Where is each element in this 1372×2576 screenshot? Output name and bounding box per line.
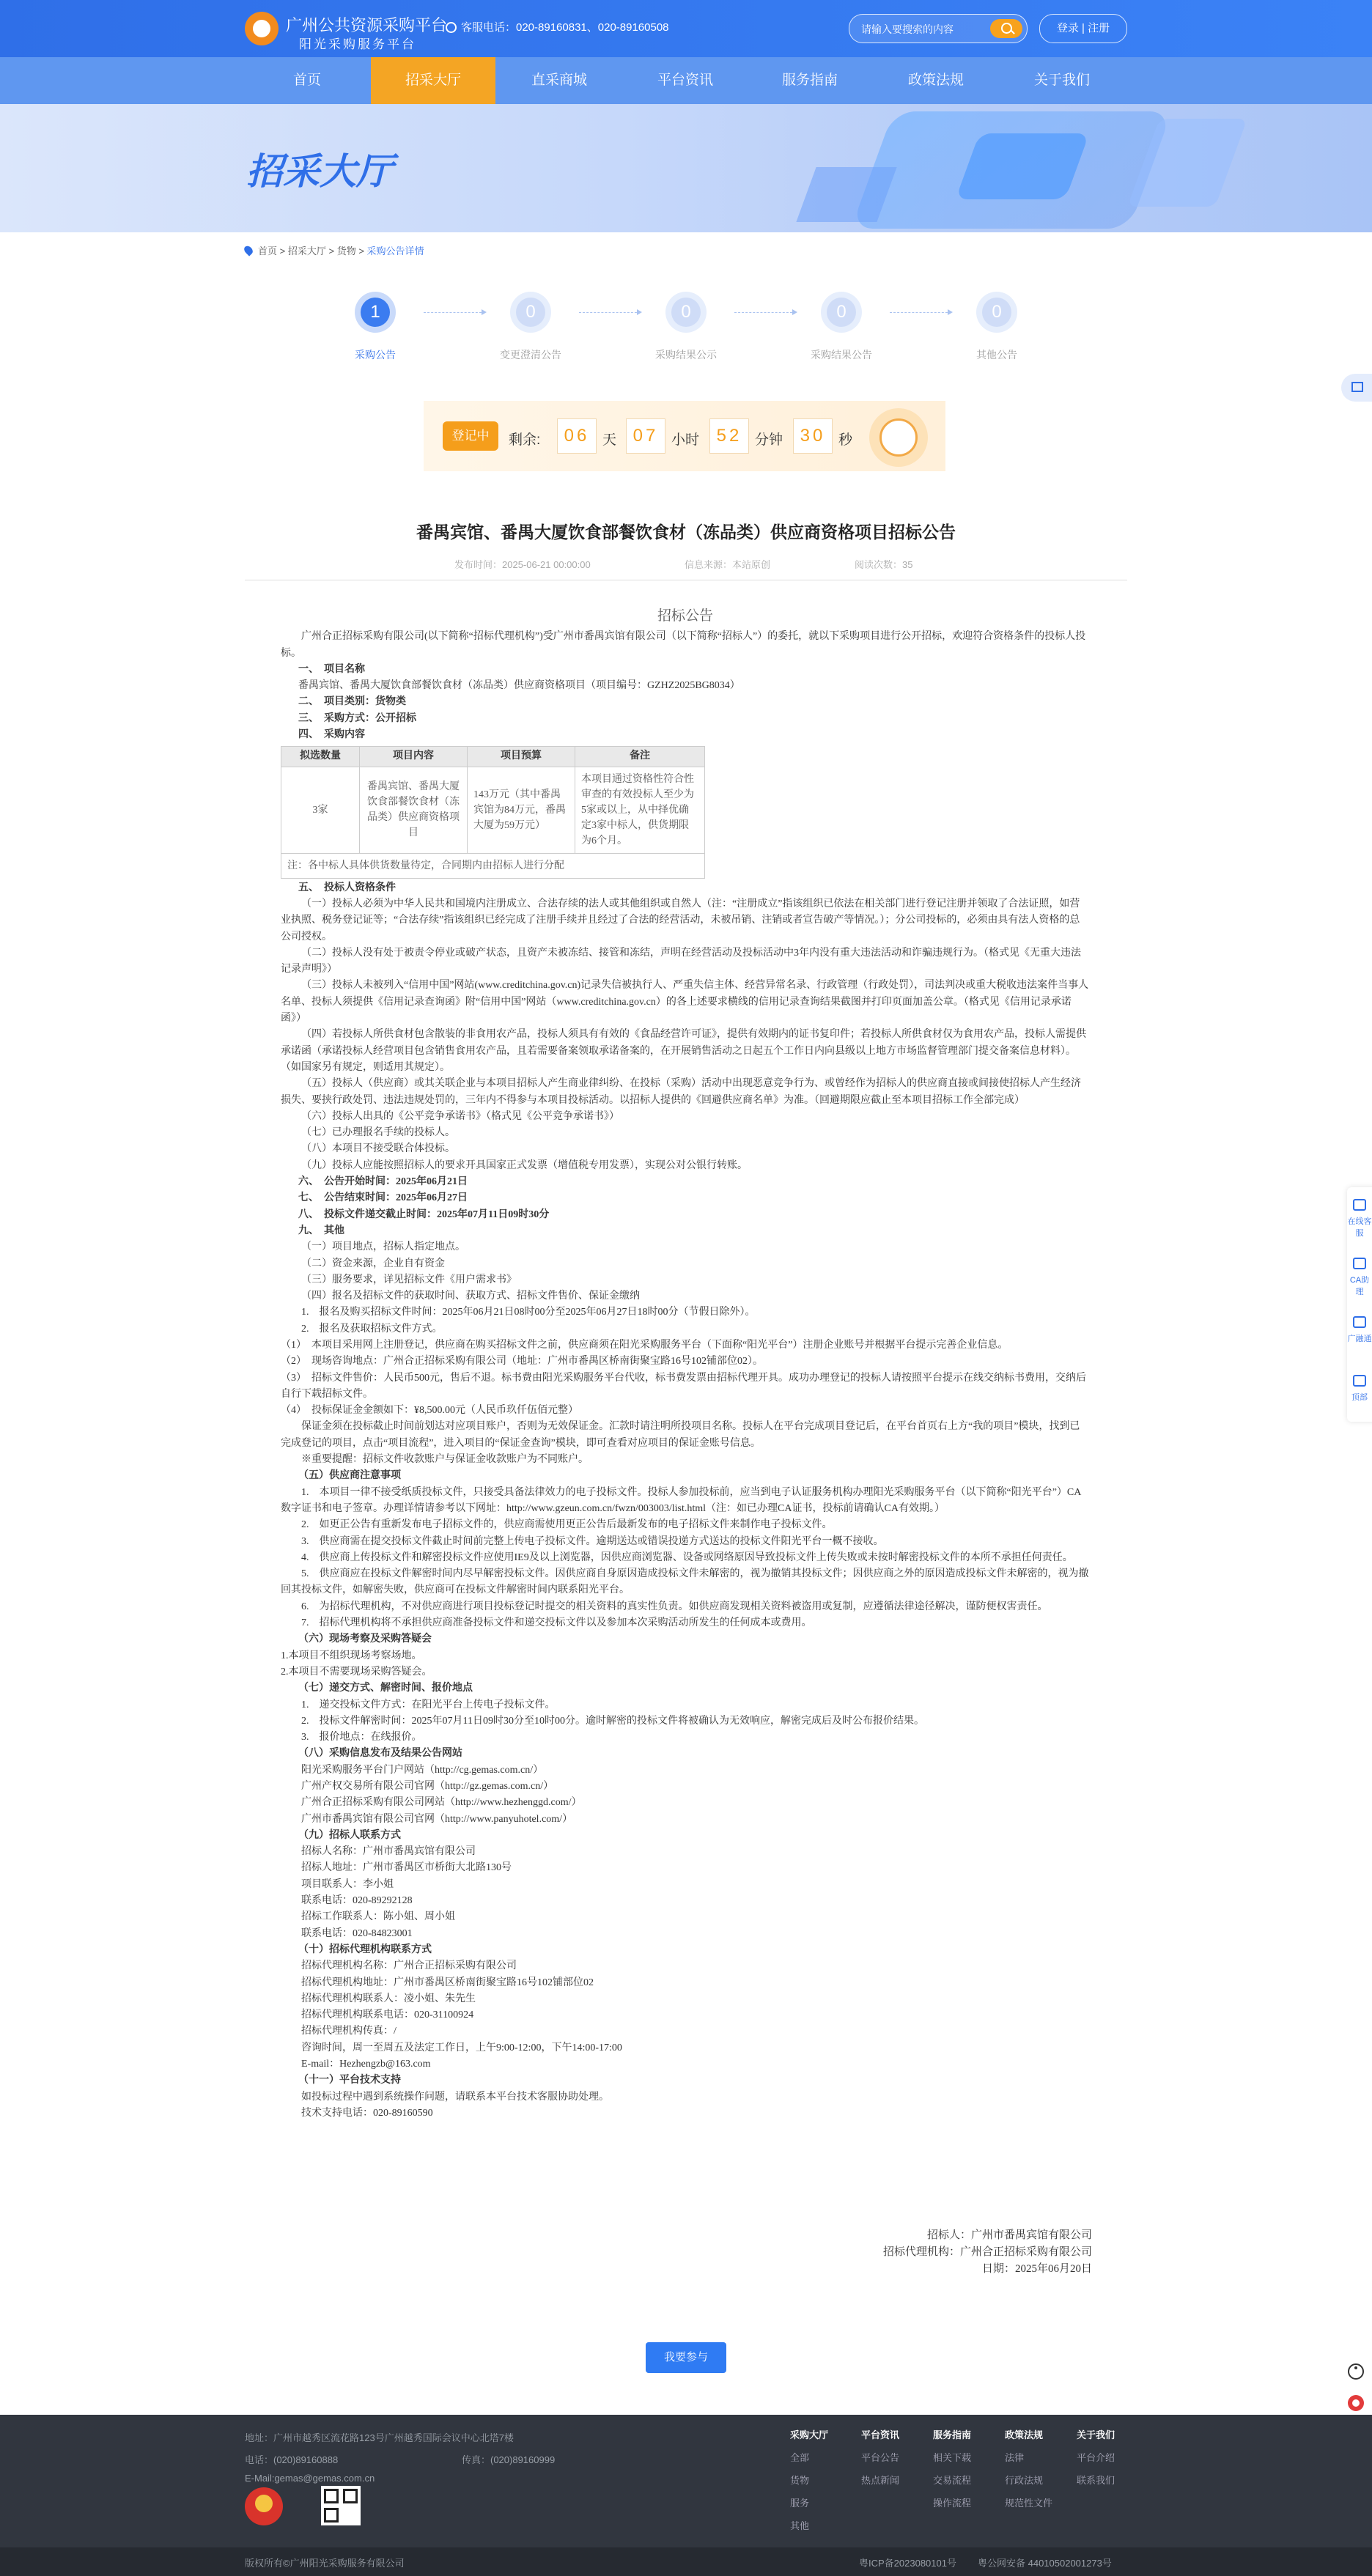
doc-paragraph: （2） 现场咨询地点：广州合正招标采购有限公司（地址：广州市番禺区桥南街聚宝路16号102铺部位02）。 [281,1356,763,1368]
doc-paragraph: 招标代理机构地址：广州市番禺区桥南街聚宝路16号102铺部位02 [301,1977,594,1988]
footer-col-heading: 服务指南 [933,2429,972,2440]
footer [0,2415,1372,2547]
doc-paragraph: 1.本项目不组织现场考察场地。 [281,1650,422,1661]
countdown-prefix: 剩余: [509,432,541,448]
doc-section-heading: （七）递交方式、解密时间、报价地点 [298,1683,473,1694]
doc-paragraph: 招标人地址：广州市番禺区市桥街大北路130号 [301,1862,512,1874]
countdown-panel [424,401,945,471]
nav-service-guide[interactable]: 服务指南 [781,73,838,88]
table-cell: 3家 [281,767,360,853]
doc-section-heading: （九）招标人联系方式 [298,1829,401,1841]
step-change-notice[interactable] [479,292,582,362]
step-arrow-icon [890,312,951,313]
doc-paragraph: （二）投标人没有处于被责令停业或破产状态，且资产未被冻结、接管和冻结，声明在经营活动及投标活动中3年内没有重大违法活动和诈骗违规行为。（格式见《无重大违法记录声明》） [281,947,1081,975]
signature-date: 日期：2025年06月20日 [981,2263,1092,2275]
table-header: 拟选数量 [281,747,360,767]
location-pin-icon [243,244,254,256]
step-count: 1 [361,298,390,327]
doc-paragraph: E-mail：Hezhengzb@163.com [301,2059,431,2070]
brand-subtitle: 阳光采购服务平台 [299,37,416,51]
view-count: 阅读次数：35 [855,559,913,570]
breadcrumb: 首页 > 招采大厅 > 货物 > 采购公告详情 [245,243,424,257]
step-label: 采购结果公告 [811,349,872,361]
nav-direct-mall[interactable]: 直采商城 [531,73,587,88]
doc-paragraph: （一）项目地点，招标人指定地点。 [301,1241,465,1253]
doc-paragraph: 招标代理机构联系电话：020-31100924 [301,2009,474,2021]
table-cell: 143万元（其中番禺宾馆为84万元，番禺大厦为59万元） [468,767,575,853]
footer-col-policy [1005,2424,1052,2514]
crumb-hall[interactable]: 招采大厅 [287,246,326,257]
footer-bottom-bar [0,2547,1372,2576]
doc-paragraph: （三）服务要求，详见招标文件《用户需求书》 [301,1274,517,1285]
ca-assistant-button[interactable] [1347,1258,1372,1297]
doc-paragraph: （四）若投标人所供食材包含散装的非食用农产品，投标人须具有有效的《食品经营许可证》，提供有效期内的证书复印件；若投标人所供食材仅为食用农产品，投标人需提供承诺函（承诺投标人经营项目包含销售食用农产品，且若需要备案领取承诺备案的，在开展销售活动之日起五个工作日内向县级以上地方市场监督管理部门提交备案信息材料）。（如国家另有规定，则适用其规定）。 [281,1029,1086,1073]
nav-policy[interactable]: 政策法规 [907,73,964,88]
nav-home[interactable]: 首页 [292,73,321,88]
doc-section-heading: （十一）平台技术支持 [298,2075,401,2086]
main-nav [0,57,1372,104]
doc-paragraph: 2. 如更正公告有重新发布电子招标文件的，供应商需使用更正公告后最新发布的电子招标文件来制作电子投标文件。 [301,1519,833,1531]
doc-paragraph: 如投标过程中遇到系统操作问题，请联系本平台技术客服协助处理。 [301,2091,609,2103]
doc-paragraph: 4. 供应商上传投标文件和解密投标文件应使用IE9及以上浏览器，因供应商浏览器、设备或网络原因导致投标文件上传失败或未按时解密投标文件的本所不承担任何责任。 [301,1551,1073,1563]
doc-paragraph: ※重要提醒：招标文件收款账户与保证金收款账户为不同账户。 [301,1454,589,1466]
table-note: 注：各中标人具体供货数量待定，合同期内由招标人进行分配 [281,853,705,878]
side-label: 广融通 [1347,1335,1372,1343]
doc-section-heading: （五）供应商注意事项 [298,1470,401,1482]
doc-paragraph: （六）投标人出具的《公平竞争承诺书》（格式见《公平竞争承诺书》） [301,1110,619,1122]
doc-paragraph: （九）投标人应能按照招标人的要求开具国家正式发票（增值税专用发票），实现公对公银行转账。 [301,1159,748,1171]
doc-paragraph: 6. 为招标代理机构，不对供应商进行项目投标登记时提交的相关资料的真实性负责。如供应商发现相关资料被盗用或复制，应遵循法律途径解决，谨防便权害责任。 [301,1601,1048,1612]
doc-paragraph: 番禺宾馆、番禺大厦饮食部餐饮食材（冻品类）供应商资格项目（项目编号：GZHZ2025BG8034） [298,680,740,692]
doc-paragraph: （3） 招标文件售价：人民币500元，售后不退。标书费由阳光采购服务平台代收，标书费发票由招标代理开具。成功办理登记的投标人请按照平台提示在线交纳标书费用，交纳后自行下载招标文件。 [281,1372,1086,1400]
publish-time: 发布时间：2025-06-21 00:00:00 [454,559,591,570]
top-header [0,0,1372,57]
doc-paragraph: 招标工作联系人：陈小姐、周小姐 [301,1911,455,1923]
table-cell: 本项目通过资格性符合性审查的有效投标人至少为5家或以上，从中择优确定3家中标人，供货期限为6个月。 [575,767,705,853]
doc-paragraph: 1. 报名及购买招标文件时间：2025年06月21日08时00分至2025年06月27日18时00分（节假日除外）。 [301,1307,756,1318]
step-label: 其他公告 [976,349,1017,361]
doc-section-heading: 二、 项目类别：货物类 [298,696,406,708]
footer-link[interactable]: 联系我们 [1077,2475,1115,2486]
doc-section-heading: 四、 采购内容 [298,729,365,741]
status-badge: 登记中 [443,421,498,451]
police-record[interactable]: 粤公网安备 44010502001273号 [978,2558,1112,2569]
step-result-publicity[interactable] [635,292,737,362]
help-icon[interactable] [1346,2393,1366,2413]
doc-paragraph: 3. 供应商需在提交投标文件截止时间前完整上传电子投标文件。逾期送达或错误投递方式送达的投标文件阳光平台一概不接收。 [301,1535,884,1547]
doc-paragraph: （五）投标人（供应商）或其关联企业与本项目招标人产生商业律纠纷、在投标（采购）活动中出现恶意竞争行为、或曾经作为招标人的供应商直接或间接使招标人产生经济损失、要挟行政处罚、违法违规处罚的，三年内不得参与本项目投标活动。以招标人提供的《回避供应商名单》为准。（回避期限应截止至本项目招标工作全部完成） [281,1078,1081,1106]
footer-address: 地址：广州市越秀区流花路123号广州越秀国际会议中心北塔7楼 [245,2432,514,2443]
footer-link[interactable]: 其他 [790,2520,810,2531]
side-label: CA助理 [1349,1276,1370,1296]
step-procurement-notice[interactable] [324,292,427,362]
doc-paragraph: 联系电话：020-84823001 [301,1927,413,1939]
doc-section-heading: 一、 项目名称 [298,663,365,675]
step-label: 采购结果公示 [655,349,717,361]
phone-icon [446,22,457,33]
step-label: 采购公告 [355,349,396,361]
certificate-icon [1353,1258,1366,1269]
footer-link[interactable]: 行政法规 [1005,2475,1044,2486]
crumb-goods[interactable]: 货物 [336,246,356,257]
step-arrow-icon [424,312,485,313]
footer-link[interactable]: 规范性文件 [1005,2498,1053,2509]
doc-section-heading: 五、 投标人资格条件 [298,882,396,893]
doc-paragraph: 2.本项目不需要现场采购答疑会。 [281,1666,432,1678]
accessibility-icon[interactable] [1346,2361,1366,2382]
alarm-clock-icon [869,408,928,467]
nav-about[interactable]: 关于我们 [1033,73,1090,88]
chat-icon [1353,1199,1366,1211]
footer-link[interactable]: 热点新闻 [861,2475,900,2486]
footer-col-guide [933,2424,971,2514]
search-icon[interactable] [990,19,1022,38]
icp-record[interactable]: 粤ICP备2023080101号 [859,2558,956,2569]
signature-block [883,2227,1092,2278]
table-row [281,767,705,853]
doc-paragraph: 广州市番禺宾馆有限公司官网（http://www.panyuhotel.com/） [301,1813,573,1825]
footer-col-heading: 关于我们 [1077,2429,1115,2440]
platform-logo-icon[interactable] [245,12,279,45]
doc-paragraph: 5. 供应商应在投标文件解密时间内尽早解密投标文件。因供应商自身原因造成投标文件未解密的，视为撤销其投标文件；因供应商之外的原因造成投标文件未解密的，视为撤回其投标文件，如解密失败，供应商可在投标文件解密时间内联系阳光平台。 [281,1568,1089,1596]
footer-col-heading: 平台资讯 [861,2429,900,2440]
doc-paragraph: 2. 投标文件解密时间：2025年07月11日09时30分至10时00分。逾时解密的投标文件将被确认为无效响应，解密完成后及时公布报价结果。 [301,1715,924,1727]
doc-paragraph: 咨询时间，周一至周五及法定工作日，上午9:00-12:00，下午14:00-17:00 [301,2042,622,2053]
participate-button[interactable]: 我要参与 [646,2342,726,2373]
copyright: 版权所有©广州阳光采购服务有限公司 [245,2558,405,2569]
countdown-seconds: 30 [793,418,833,454]
banner-title: 招采大厅 [246,151,393,192]
doc-paragraph: 技术支持电话：020-89160590 [301,2107,433,2119]
step-result-notice[interactable] [790,292,893,362]
countdown-minute-unit: 分钟 [755,432,783,448]
doc-section-heading: 七、 公告结束时间：2025年06月27日 [298,1192,468,1204]
step-count: 0 [516,298,545,327]
crumb-home[interactable]: 首页 [258,246,278,257]
doc-paragraph: 广州产权交易所有限公司官网（http://gz.gemas.com.cn/） [301,1781,554,1792]
brand-name[interactable]: 广州公共资源采购平台 [286,16,448,34]
doc-paragraph: 2. 报名及获取招标文件方式。 [301,1323,443,1335]
signature-tenderer: 招标人：广州市番禺宾馆有限公司 [926,2229,1092,2241]
doc-paragraph: 招标代理机构名称：广州合正招标采购有限公司 [301,1960,517,1972]
doc-paragraph: （一）投标人必须为中华人民共和国境内注册成立、合法存续的法人或其他组织或自然人（注：“注册成立”指该组织已依法在相关部门进行登记注册并领取了合法证照，如营业执照、税务登记证等；“合法存续”指该组织已经完成了注册手续并且经过了合法的经营活动，未被吊销、注销或者宣告破产等情况。）；分公司投标的，必须由具有法人资格的总公司授权。 [281,898,1080,942]
doc-paragraph: （八）本项目不接受联合体投标。 [301,1143,455,1155]
doc-paragraph: （七）已办理报名手续的投标人。 [301,1127,455,1139]
doc-paragraph: 阳光采购服务平台门户网站（http://cg.gemas.com.cn/） [301,1764,544,1776]
step-count: 0 [827,298,856,327]
doc-section-heading: （十）招标代理机构联系方式 [298,1944,432,1955]
footer-link[interactable]: 平台介绍 [1077,2452,1115,2463]
register-link[interactable]: 注册 [1088,22,1110,34]
info-source: 信息来源：本站原创 [685,559,771,570]
nav-news[interactable]: 平台资讯 [657,73,713,88]
footer-link[interactable]: 平台公告 [861,2452,900,2463]
doc-paragraph: （二）资金来源，企业自有资金 [301,1258,445,1269]
national-emblem-icon [245,2487,283,2525]
countdown-minutes: 52 [709,418,749,454]
doc-paragraph: （1） 本项目采用网上注册登记，供应商在购买招标文件之前，供应商须在阳光采购服务平台（下面称“阳光平台”）注册企业账号并根据平台提示完善企业信息。 [281,1339,1008,1351]
hotline-text: 客服电话：020-89160831、020-89160508 [461,21,669,34]
notice-content [281,608,1090,2122]
doc-paragraph: 联系电话：020-89292128 [301,1895,413,1907]
countdown-second-unit: 秒 [838,432,853,448]
page-banner [0,104,1372,232]
footer-link[interactable]: 法律 [1005,2452,1025,2463]
footer-link[interactable]: 服务 [790,2498,810,2509]
footer-col-heading: 采购大厅 [790,2429,829,2440]
countdown-day-unit: 天 [602,432,617,448]
footer-col-heading: 政策法规 [1005,2429,1044,2440]
step-label: 变更澄清公告 [500,349,561,361]
countdown-days: 06 [557,418,597,454]
doc-section-heading: 六、 公告开始时间：2025年06月21日 [298,1176,468,1188]
doc-paragraph: 广州合正招标采购有限公司网站（http://www.hezhenggd.com/） [301,1797,582,1809]
doc-section-heading: （六）现场考察及采购答疑会 [298,1634,432,1645]
side-label: 顶部 [1351,1393,1368,1402]
page-title: 番禺宾馆、番禺大厦饮食部餐饮食材（冻品类）供应商资格项目招标公告 [416,523,956,542]
footer-col-news [861,2424,899,2492]
doc-paragraph: 招标代理机构联系人：凌小姐、朱先生 [301,1993,476,2004]
doc-paragraph: 1. 递交投标文件方式：在阳光平台上传电子投标文件。 [301,1699,556,1710]
hotline [446,19,669,34]
footer-link[interactable]: 全部 [790,2452,810,2463]
doc-heading: 招标公告 [657,608,713,624]
footer-col-hall [790,2424,828,2537]
footer-link[interactable]: 交易流程 [933,2475,972,2486]
login-link[interactable]: 登录 [1056,22,1079,34]
footer-col-about [1077,2424,1115,2492]
footer-link[interactable]: 操作流程 [933,2498,972,2509]
doc-section-heading: 九、 其他 [298,1225,344,1236]
doc-paragraph: （4） 投标保证金金额如下：¥8,500.00元（人民币玖仟伍佰元整） [281,1405,578,1417]
doc-paragraph: 招标代理机构传真：/ [301,2026,397,2037]
step-count: 0 [671,298,701,327]
floating-toolbar [1347,1187,1372,1422]
footer-tel: 电话：(020)89160888 [245,2454,339,2465]
table-header: 项目内容 [360,747,468,767]
doc-paragraph: 3. 报价地点：在线报价。 [301,1732,422,1743]
sidebar-toggle-icon[interactable] [1341,374,1372,402]
online-service-button[interactable] [1347,1199,1372,1239]
doc-paragraph: 1. 本项目一律不接受纸质投标文件，只接受具备法律效力的电子投标文件。投标人参加投标前，应当到电子认证服务机构办理阳光采购服务平台（以下简称“阳光平台”）CA数字证书和电子签章。办理详情请参考以下网址：http://www.gzeun.com.cn/fwzn/003003/list.html（注：如已办理CA证书，投标前请确认CA有效期。） [281,1486,1082,1514]
guangrongtong-button[interactable] [1347,1316,1372,1344]
doc-paragraph: 项目联系人：李小姐 [301,1878,394,1890]
table-cell: 番禺宾馆、番禺大厦饮食部餐饮食材（冻品类）供应商资格项目 [360,767,468,853]
doc-paragraph: 保证金须在投标截止时间前划达对应项目账户，否则为无效保证金。汇款时请注明所投项目名称。投标人在平台完成项目登记后，在平台首页右上方“我的项目”模块，找到已完成登记的项目，点击“项目流程”，进入项目的“保证金查询”模块，即可查看对应项目的保证金账号信息。 [281,1421,1080,1449]
table-header: 项目预算 [468,747,575,767]
step-other-notice[interactable] [945,292,1048,362]
doc-paragraph: 7. 招标代理机构将不承担供应商准备投标文件和递交投标文件以及参加本次采购活动所发生的任何成本或费用。 [301,1617,812,1629]
countdown-hours: 07 [626,418,665,454]
table-header: 备注 [575,747,705,767]
side-label: 在线客服 [1347,1217,1372,1238]
footer-link[interactable]: 相关下载 [933,2452,972,2463]
crumb-current: 采购公告详情 [366,246,424,257]
doc-paragraph: （三）投标人未被列入“信用中国”网站(www.creditchina.gov.cn)记录失信被执行人、严重失信主体、经营异常名录、行政管理（行政处罚），司法判决或重大税收违法案件当事人名单、投标人须提供《信用记录查询函》附“信用中国”网站（www.creditchina.gov.cn）的各上述要求横线的信用记录查询结果截图并打印页面加盖公章。（格式见《信用记录承诺函》） [281,980,1089,1025]
arrow-up-icon [1353,1375,1366,1387]
countdown-hour-unit: 小时 [671,432,700,448]
doc-paragraph: （四）报名及招标文件的获取时间、获取方式、招标文件售价、保证金缴纳 [301,1291,640,1302]
search-input[interactable]: 请输入要搜索的内容 [861,23,954,35]
login-register: 登录 | 注册 [1039,14,1127,43]
step-arrow-icon [579,312,641,313]
doc-section-heading: （八）采购信息发布及结果公告网站 [298,1748,462,1760]
footer-fax: 传真：(020)89160999 [462,2454,556,2465]
nav-procurement-hall[interactable]: 招采大厅 [371,57,495,104]
doc-paragraph: 招标人名称：广州市番禺宾馆有限公司 [301,1846,476,1858]
doc-paragraph: 广州合正招标采购有限公司(以下简称“招标代理机构”)受广州市番禺宾馆有限公司（以下简称“招标人”）的委托，就以下采购项目进行公开招标，欢迎符合资格条件的投标人投标。 [281,631,1086,659]
back-to-top-button[interactable] [1347,1375,1372,1403]
doc-section-heading: 八、 投标文件递交截止时间：2025年07月11日09时30分 [298,1208,550,1220]
procurement-table [281,746,705,878]
footer-email: E-Mail:gemas@gemas.com.cn [245,2473,375,2484]
search-box[interactable] [849,14,1028,43]
doc-section-heading: 三、 采购方式：公开招标 [298,712,416,724]
signature-agency: 招标代理机构：广州合正招标采购有限公司 [882,2246,1092,2258]
step-count: 0 [982,298,1011,327]
step-arrow-icon [734,312,796,313]
qr-code-icon [321,2486,361,2525]
chart-icon [1353,1316,1366,1328]
footer-link[interactable]: 货物 [790,2475,810,2486]
